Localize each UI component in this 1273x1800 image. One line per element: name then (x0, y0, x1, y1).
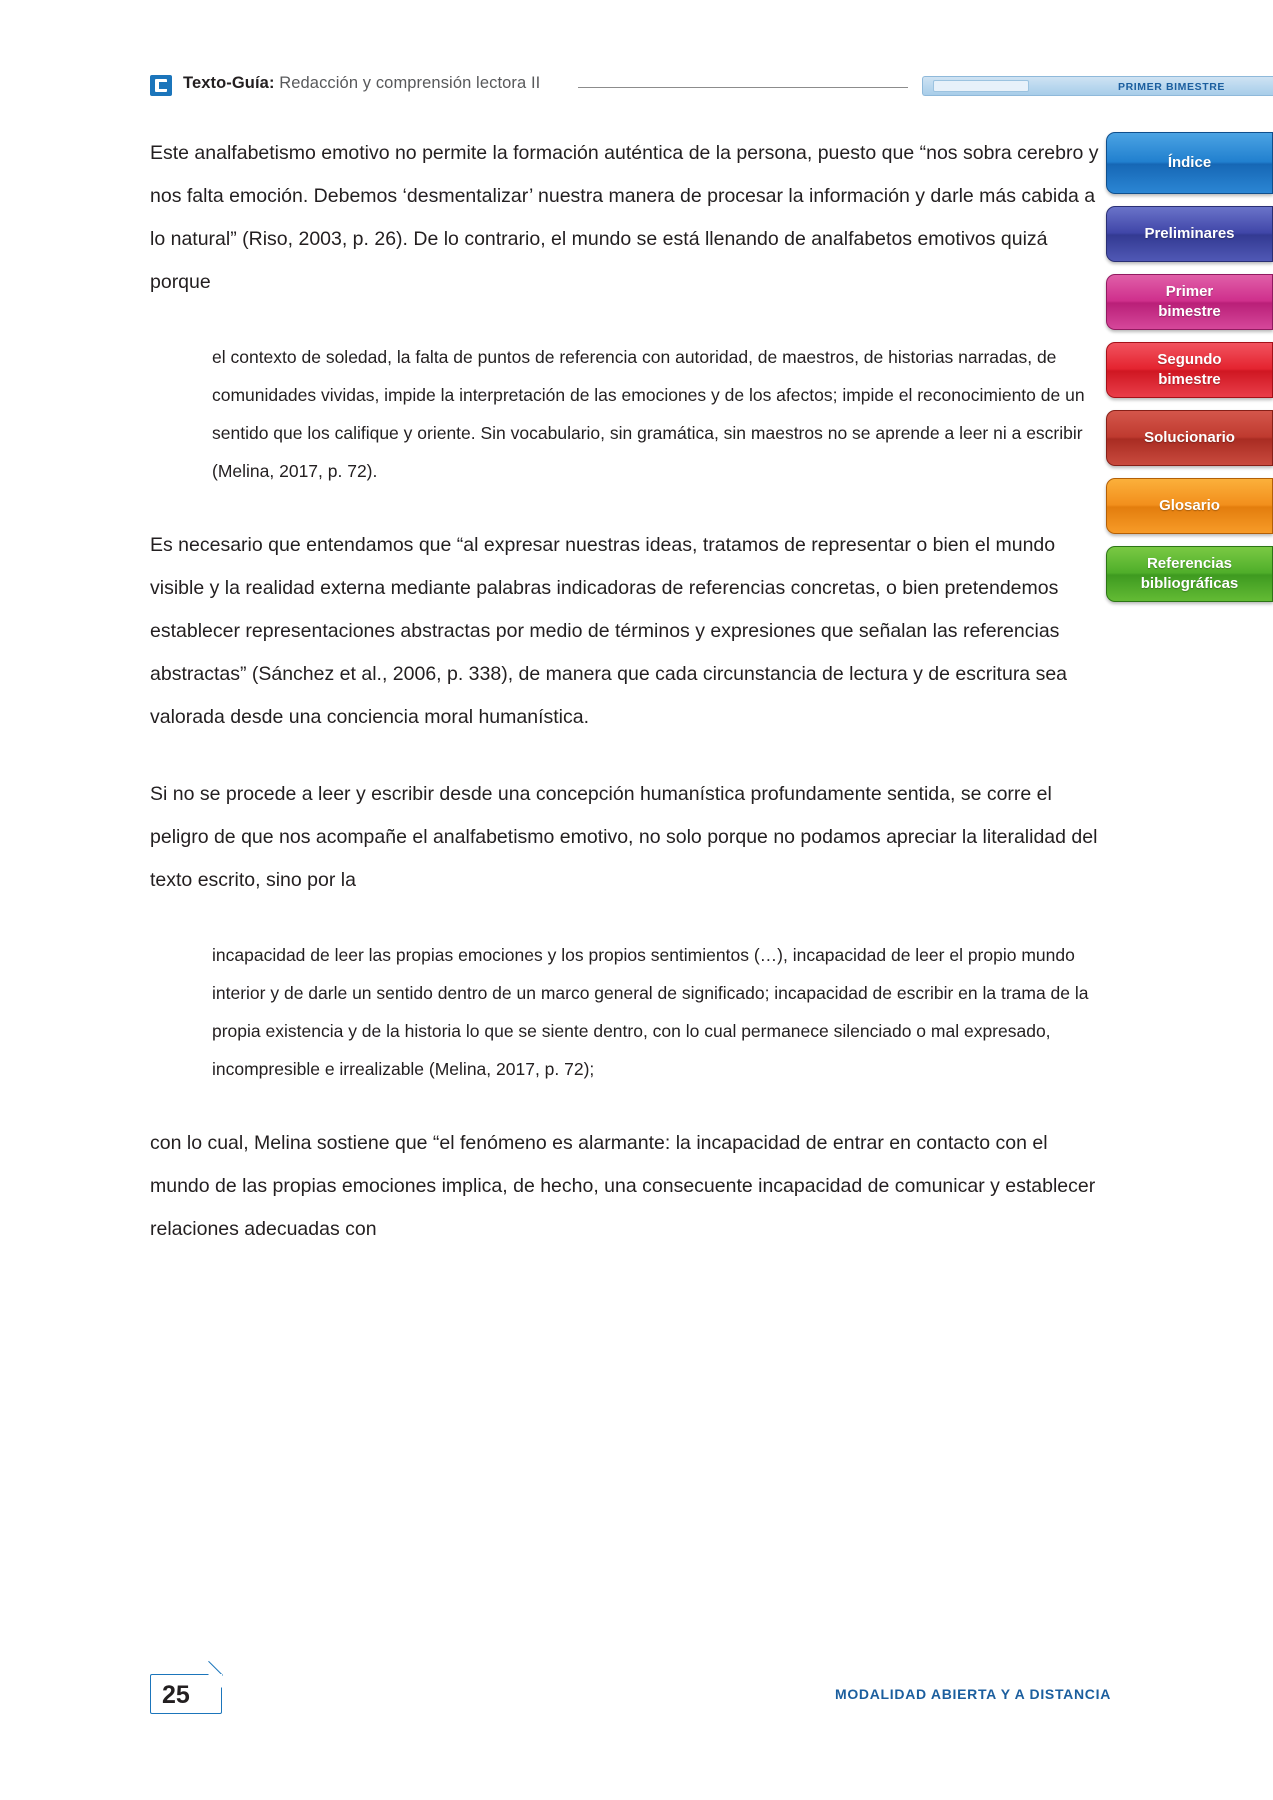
side-navigation (1106, 132, 1273, 614)
nav-item-glosario-label: Glosario (1159, 497, 1220, 514)
nav-item-primer-label: Primer (1165, 283, 1214, 300)
footer-institution-label: MODALIDAD ABIERTA Y A DISTANCIA (834, 1686, 1111, 1702)
nav-item-referencias[interactable] (1106, 546, 1273, 602)
book-logo-icon (150, 75, 172, 96)
paragraph: Es necesario que entendamos que “al expresar nuestras ideas, tratamos de representar o bien el mundo visible y la realidad externa mediante palabras indicadoras de referencias concretas, o bien pretendemos establecer representaciones abstractas por medio de términos y expresiones que señalan las referencias abstractas” (Sánchez et al., 2006, p. 338), de manera que cada circunstancia de lectura y de escritura sea valorada desde una conciencia moral humanística. (150, 534, 1068, 728)
nav-item-indice[interactable] (1106, 132, 1273, 194)
nav-item-primer-bimestre[interactable] (1106, 274, 1273, 330)
paragraph: con lo cual, Melina sostiene que “el fenómeno es alarmante: la incapacidad de entrar en contacto con el mundo de las propias emociones implica, de hecho, una consecuente incapacidad de comunicar y establecer relaciones adecuadas con (150, 1132, 1096, 1240)
page-footer (150, 1674, 1273, 1714)
page-header (150, 72, 1273, 102)
nav-item-primer-label2: bimestre (1158, 303, 1221, 320)
page-number: 25 (162, 1681, 190, 1709)
nav-item-referencias-label: Referencias (1146, 555, 1233, 572)
header-title-bold: Texto-Guía: (183, 74, 275, 92)
header-tab-label: PRIMER BIMESTRE (1118, 81, 1226, 93)
paragraph: Si no se procede a leer y escribir desde una concepción humanística profundamente sentida, se corre el peligro de que nos acompañe el analfabetismo emotivo, no solo porque no podamos apreciar la literalidad del texto escrito, sino por la (150, 783, 1098, 891)
nav-item-solucionario[interactable] (1106, 410, 1273, 466)
nav-item-segundo-label: Segundo (1157, 351, 1222, 368)
nav-item-segundo-label2: bimestre (1158, 371, 1221, 388)
nav-item-indice-label: Índice (1167, 154, 1212, 171)
nav-item-glosario[interactable] (1106, 478, 1273, 534)
nav-item-preliminares[interactable] (1106, 206, 1273, 262)
nav-item-referencias-label2: bibliográficas (1140, 575, 1239, 592)
header-tab-inner-box (933, 80, 1029, 92)
nav-item-segundo-bimestre[interactable] (1106, 342, 1273, 398)
nav-item-preliminares-label: Preliminares (1144, 225, 1235, 242)
header-title-rest: Redacción y comprensión lectora II (274, 74, 541, 92)
nav-item-solucionario-label: Solucionario (1144, 429, 1235, 446)
header-title (183, 74, 540, 93)
header-bimestre-tab (922, 76, 1273, 96)
block-quote: el contexto de soledad, la falta de puntos de referencia con autoridad, de maestros, de historias narradas, de comunidades vividas, impide la interpretación de las emociones y de los afectos; impide el reconocimiento de un sentido que los califique y oriente. Sin vocabulario, sin gramática, sin maestros no se aprende a leer ni a escribir (Melina, 2017, p. 72). (212, 347, 1085, 481)
paragraph: Este analfabetismo emotivo no permite la formación auténtica de la persona, puesto que “nos sobra cerebro y nos falta emoción. Debemos ‘desmentalizar’ nuestra manera de procesar la información y darle más cabida a lo natural” (Riso, 2003, p. 26). De lo contrario, el mundo se está llenando de analfabetos emotivos quizá porque (150, 142, 1099, 293)
header-divider-line (578, 87, 908, 88)
document-body (150, 132, 1100, 1251)
block-quote: incapacidad de leer las propias emociones y los propios sentimientos (…), incapacidad de leer el propio mundo interior y de darle un sentido dentro de un marco general de significado; incapacidad de escribir en la trama de la propia existencia y de la historia lo que se siente dentro, con lo cual permanece silenciado o mal expresado, incompresible e irrealizable (Melina, 2017, p. 72); (212, 945, 1089, 1079)
